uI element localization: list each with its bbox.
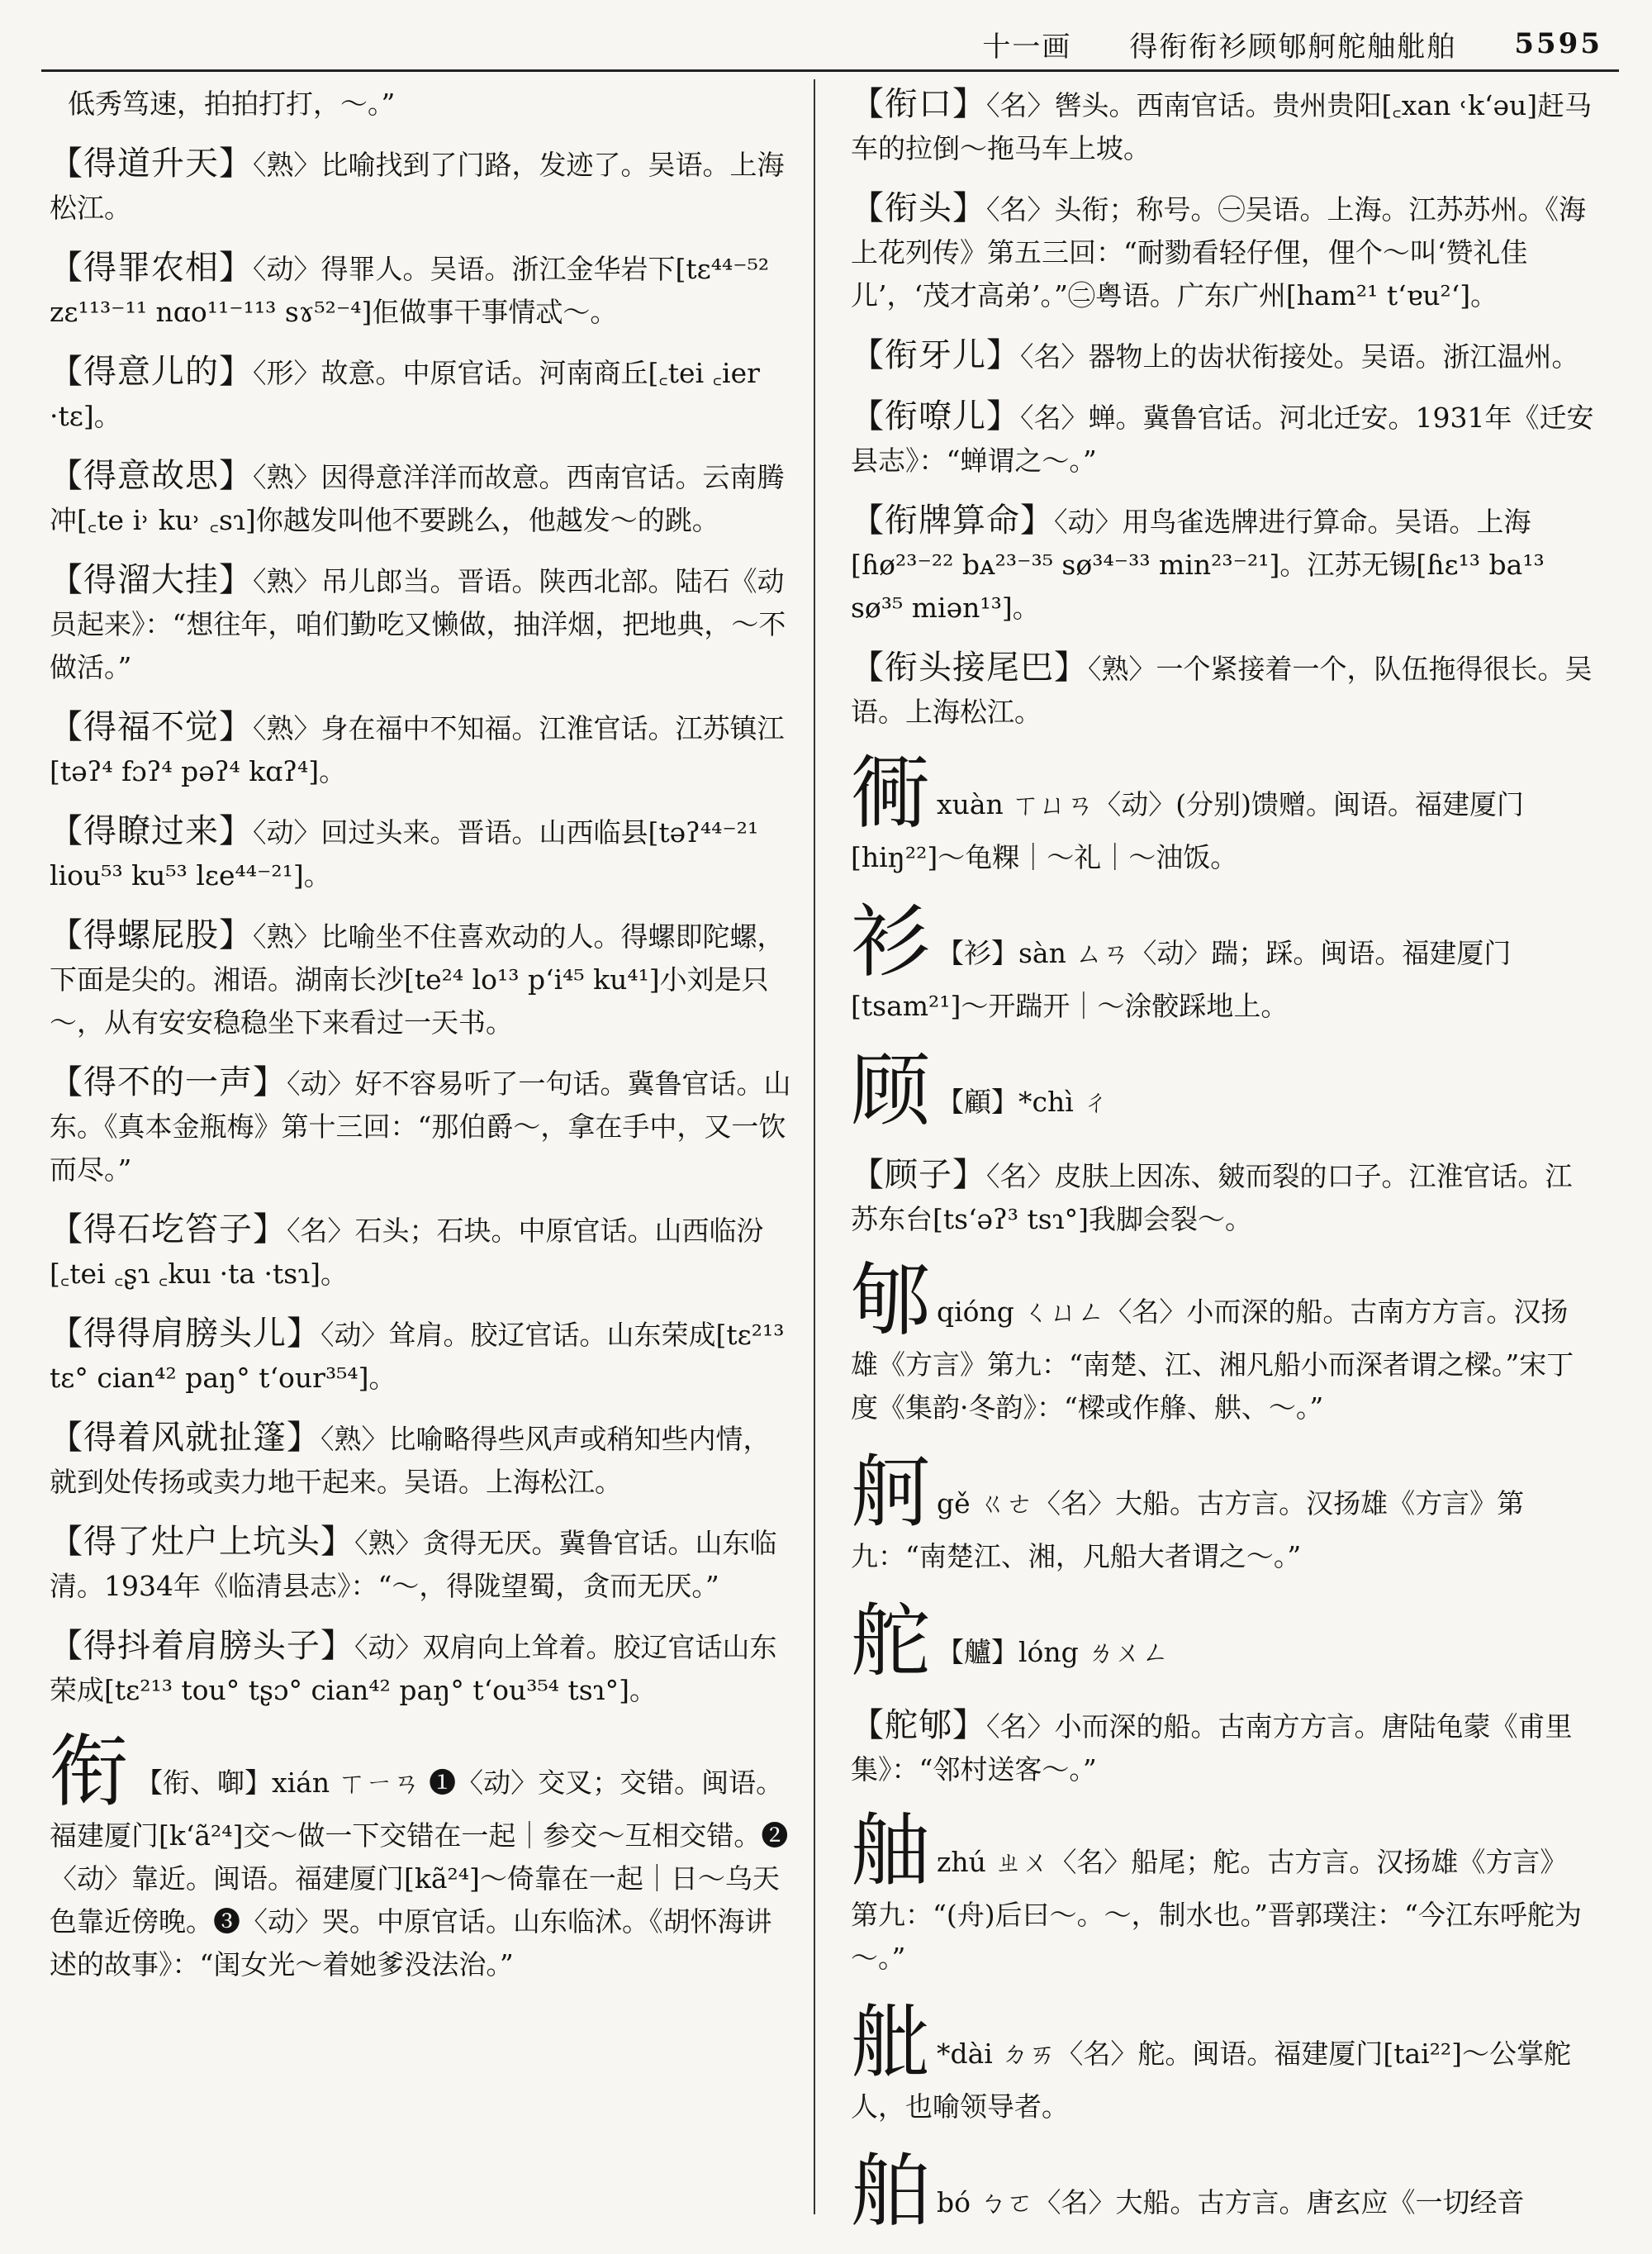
entry-deyi-erde — [50, 350, 793, 438]
entry-text: gě ㄍㄜ〈名〉大船。古方言。汉扬雄《方言》第九：“南楚江、湘，凡船大者谓之～。” — [851, 1487, 1525, 1572]
char-entry-qiong — [851, 1254, 1594, 1429]
entry-text: 〈熟〉比喻略得些风声或稍知些内情，就到处传扬或卖力地干起来。吴语。上海松江。 — [50, 1423, 771, 1498]
entry-dede-jianbang — [50, 1312, 793, 1400]
entry-text: 〈熟〉比喻坐不住喜欢动的人。得螺即陀螺，下面是尖的。湘语。湖南长沙[te²⁴ lo¹³ p‘i⁴⁵ ku⁴¹]小刘是只～，从有安安稳稳坐下来看过一天书。 — [50, 920, 785, 1039]
char-entry-dai — [851, 1996, 1594, 2128]
entry-text: 〈名〉器物上的齿状衔接处。吴语。浙江温州。 — [1020, 340, 1579, 373]
entry-xianpai-suanming — [851, 499, 1594, 630]
char-entry-long — [851, 1595, 1594, 1687]
entry-deshi-gedazi — [50, 1208, 793, 1296]
entry-text: 〈熟〉吊儿郎当。晋语。陕西北部。陆石《动员起来》：“想往年，咱们勤吃又懒做，抽洋烟，把地典，～不做活。” — [50, 565, 786, 683]
headword-char: 舵 — [851, 1595, 930, 1687]
entry-text: xuàn ㄒㄩㄢ〈动〉(分别)馈赠。闽语。福建厦门[hiŋ²²]～龟粿｜～礼｜～油饭。 — [851, 788, 1525, 873]
entry-text: 〈名〉辔头。西南官话。贵州贵阳[꜀xan ˓k‘əu]赶马车的拉倒～拖马车上坡。 — [851, 89, 1593, 164]
entry-text: bó ㄅㄛ〈名〉大船。古方言。唐玄应《一切经音 — [937, 2186, 1525, 2218]
entry-head: 【衔头接尾巴】 — [851, 649, 1088, 687]
entry-xiantou-jieweiba — [851, 646, 1594, 734]
entry-head: 【得着风就扯篷】 — [50, 1419, 320, 1457]
header-section: 十一画 — [982, 30, 1072, 64]
entry-head: 【得石圪笞子】 — [50, 1210, 287, 1248]
entry-dedao-shengtian — [50, 142, 793, 230]
headword-char: 衕 — [851, 747, 930, 839]
entry-text: qióng ㄑㄩㄥ〈名〉小而深的船。古南方方言。汉扬雄《方言》第九：“南楚、江、湘凡船小而深者谓之樑。”宋丁度《集韵·冬韵》：“樑或作艂、舼、～。” — [851, 1296, 1574, 1424]
headword-char: 衔 — [50, 1725, 129, 1818]
entry-guzi — [851, 1153, 1594, 1241]
entry-head: 【衔头】 — [851, 189, 986, 227]
entry-longqiong — [851, 1704, 1594, 1791]
char-entry-xian — [50, 1725, 793, 1986]
entry-dele-zaohu — [50, 1520, 793, 1608]
entry-text: 〈动〉双肩向上耸着。胶辽官话山东荣成[tɛ²¹³ tou° tʂɔ° cian⁴² paŋ° t‘ou³⁵⁴ tsɿ°]。 — [50, 1631, 777, 1706]
entry-xianliao-er — [851, 395, 1594, 483]
entry-head: 【舵郇】 — [851, 1706, 986, 1744]
char-entry-ge — [851, 1446, 1594, 1578]
entry-text: 〈名〉小而深的船。古南方方言。唐陆龟蒙《甫里集》：“邻村送客～。” — [851, 1710, 1573, 1786]
entry-head: 【得罪农相】 — [50, 249, 253, 287]
entry-defu-bujue — [50, 706, 793, 793]
entry-text: 〈熟〉比喻找到了门路，发迹了。吴语。上海松江。 — [50, 149, 785, 224]
entry-head: 【顾子】 — [851, 1156, 986, 1194]
entry-text: 【顧】*chì ㄔ — [937, 1086, 1110, 1118]
entry-head: 【衔牌算命】 — [851, 502, 1054, 540]
headword-char: 舭 — [851, 1996, 930, 2089]
entry-text: 〈动〉回过头来。晋语。山西临县[təʔ⁴⁴⁻²¹ liou⁵³ ku⁵³ lɛe⁴⁴⁻²¹]。 — [50, 816, 759, 892]
entry-text: 【衔、啣】xián ㄒㄧㄢ ❶〈动〉交叉；交错。闽语。福建厦门[k‘ã²⁴]交～做一下交错在一起｜参交～互相交错。❷〈动〉靠近。闽语。福建厦门[kã²⁴]～倚靠在一起｜日～乌天色靠近傍晚。❸〈动〉哭。中原官话。山东临沭。《胡怀海讲述的故事》：“闺女光～着她爹没法治。” — [50, 1767, 789, 1981]
header-rule — [41, 69, 1619, 72]
headword-char: 舳 — [851, 1805, 930, 1897]
headword-char: 舶 — [851, 2145, 930, 2237]
entry-head: 【得抖着肩膀头子】 — [50, 1627, 354, 1665]
entry-head: 【得福不觉】 — [50, 708, 253, 746]
entry-deliao-guolai — [50, 810, 793, 897]
entry-text: *dài ㄉㄞ〈名〉舵。闽语。福建厦门[tai²²]～公掌舵人，也喻领导者。 — [851, 2038, 1572, 2123]
entry-text: 〈熟〉一个紧接着一个，队伍拖得很长。吴语。上海松江。 — [851, 653, 1593, 728]
entry-text: 〈名〉皮肤上因冻、皴而裂的口子。江淮官话。江苏东台[ts‘əʔ³ tsɿ°]我脚会裂～。 — [851, 1160, 1573, 1235]
entry-text: 【艫】lóng ㄌㄨㄥ — [937, 1636, 1170, 1668]
entry-text: 〈熟〉因得意洋洋而故意。西南官话。云南腾冲[꜀te i˒ ku˒ ꜀sɿ]你越发叫他不要跳么，他越发～的跳。 — [50, 461, 785, 536]
entry-dezui-nongxiang — [50, 246, 793, 334]
entry-head: 【得意故思】 — [50, 457, 253, 495]
entry-text: 〈动〉用鸟雀选牌进行算命。吴语。上海[ɦø²³⁻²² bᴀ²³⁻³⁵ sø³⁴⁻³³ min²³⁻²¹]。江苏无锡[ɦɛ¹³ ba¹³ sø³⁵ miən¹³]。 — [851, 506, 1545, 624]
entry-text: 〈动〉得罪人。吴语。浙江金华岩下[tɛ⁴⁴⁻⁵² zɛ¹¹³⁻¹¹ nɑo¹¹⁻¹¹³ sɤ⁵²⁻⁴]佢做事干事情忒～。 — [50, 253, 770, 328]
entry-head: 【得螺屁股】 — [50, 916, 253, 954]
entry-dedou-jianbang — [50, 1624, 793, 1712]
entry-text: zhú ㄓㄨ〈名〉船尾；舵。古方言。汉扬雄《方言》第九：“(舟)后曰～。～，制水也。”晋郭璞注：“今江东呼舵为～。” — [851, 1846, 1582, 1974]
entry-head: 【得意儿的】 — [50, 353, 253, 391]
char-entry-san — [851, 896, 1594, 1028]
entry-deliu-dagua — [50, 559, 793, 689]
entry-deluo-pigu — [50, 914, 793, 1044]
left-column — [50, 83, 793, 2006]
entry-head: 【得得肩膀头儿】 — [50, 1315, 320, 1353]
char-entry-xuan — [851, 747, 1594, 879]
headword-char: 郇 — [851, 1254, 930, 1347]
entry-text: 【衫】sàn ㄙㄢ〈动〉踹；踩。闽语。福建厦门[tsam²¹]～开踹开｜～涂骹踩地上。 — [851, 937, 1512, 1022]
entry-xianya-er — [851, 334, 1594, 378]
headword-char: 顾 — [851, 1044, 930, 1137]
entry-text: 〈熟〉身在福中不知福。江淮官话。江苏镇江[təʔ⁴ fɔʔ⁴ pəʔ⁴ kɑʔ⁴]。 — [50, 712, 785, 787]
entry-head: 【得了灶户上坑头】 — [50, 1523, 354, 1561]
entry-text: 〈名〉石头；石块。中原官话。山西临汾[꜀tei ꜀ʂɿ ꜀kuı ·ta ·tsɿ]。 — [50, 1215, 764, 1290]
entry-text: 〈动〉好不容易听了一句话。冀鲁官话。山东。《真本金瓶梅》第十三回：“那伯爵～，拿在手中，又一饮而尽。” — [50, 1068, 791, 1186]
continued-text: 低秀笃速，拍拍打打，～。” — [68, 88, 396, 120]
entry-deyi-gusi — [50, 454, 793, 542]
page-header — [982, 15, 1602, 73]
entry-text: 〈形〉故意。中原官话。河南商丘[꜀tei ꜀ier ·tɛ]。 — [50, 357, 760, 432]
entry-debude-yisheng — [50, 1061, 793, 1191]
char-entry-bo — [851, 2145, 1594, 2237]
entry-head: 【得不的一声】 — [50, 1063, 287, 1101]
header-chars: 得衔衔衫顾郇舸舵舳舭舶 — [1129, 30, 1457, 64]
entry-text: 〈名〉蝉。冀鲁官话。河北迁安。1931年《迁安县志》：“蝉谓之～。” — [851, 402, 1594, 477]
page-number: 5595 — [1514, 27, 1602, 60]
entry-head: 【衔嘹儿】 — [851, 397, 1020, 435]
entry-xiankou — [851, 83, 1594, 170]
char-entry-zhu — [851, 1805, 1594, 1980]
entry-text: 〈名〉头衔；称号。㊀吴语。上海。江苏苏州。《海上花列传》第五三回：“耐勠看轻仔俚，俚个～叫‘赞礼佳儿’，‘茂才高弟’。”㊁粤语。广东广州[ham²¹ t‘ɐu²‘]。 — [851, 193, 1586, 311]
column-divider — [814, 79, 815, 2214]
entry-text: 〈熟〉贪得无厌。冀鲁官话。山东临清。1934年《临清县志》：“～，得陇望蜀，贪而无厌。” — [50, 1527, 777, 1602]
right-column — [851, 83, 1594, 2254]
entry-head: 【得瞭过来】 — [50, 812, 253, 850]
char-entry-gu — [851, 1044, 1594, 1137]
headword-char: 舸 — [851, 1446, 930, 1538]
entry-head: 【得溜大挂】 — [50, 561, 253, 599]
entry-head: 【衔口】 — [851, 85, 986, 123]
entry-text: 〈动〉耸肩。胶辽官话。山东荣成[tɛ²¹³ tɛ° cian⁴² paŋ° t‘our³⁵⁴]。 — [50, 1319, 785, 1394]
headword-char: 衫 — [851, 896, 930, 988]
entry-dezhe-feng — [50, 1416, 793, 1504]
entry-xiantou — [851, 187, 1594, 317]
entry-head: 【得道升天】 — [50, 145, 253, 183]
entry-head: 【衔牙儿】 — [851, 336, 1020, 374]
